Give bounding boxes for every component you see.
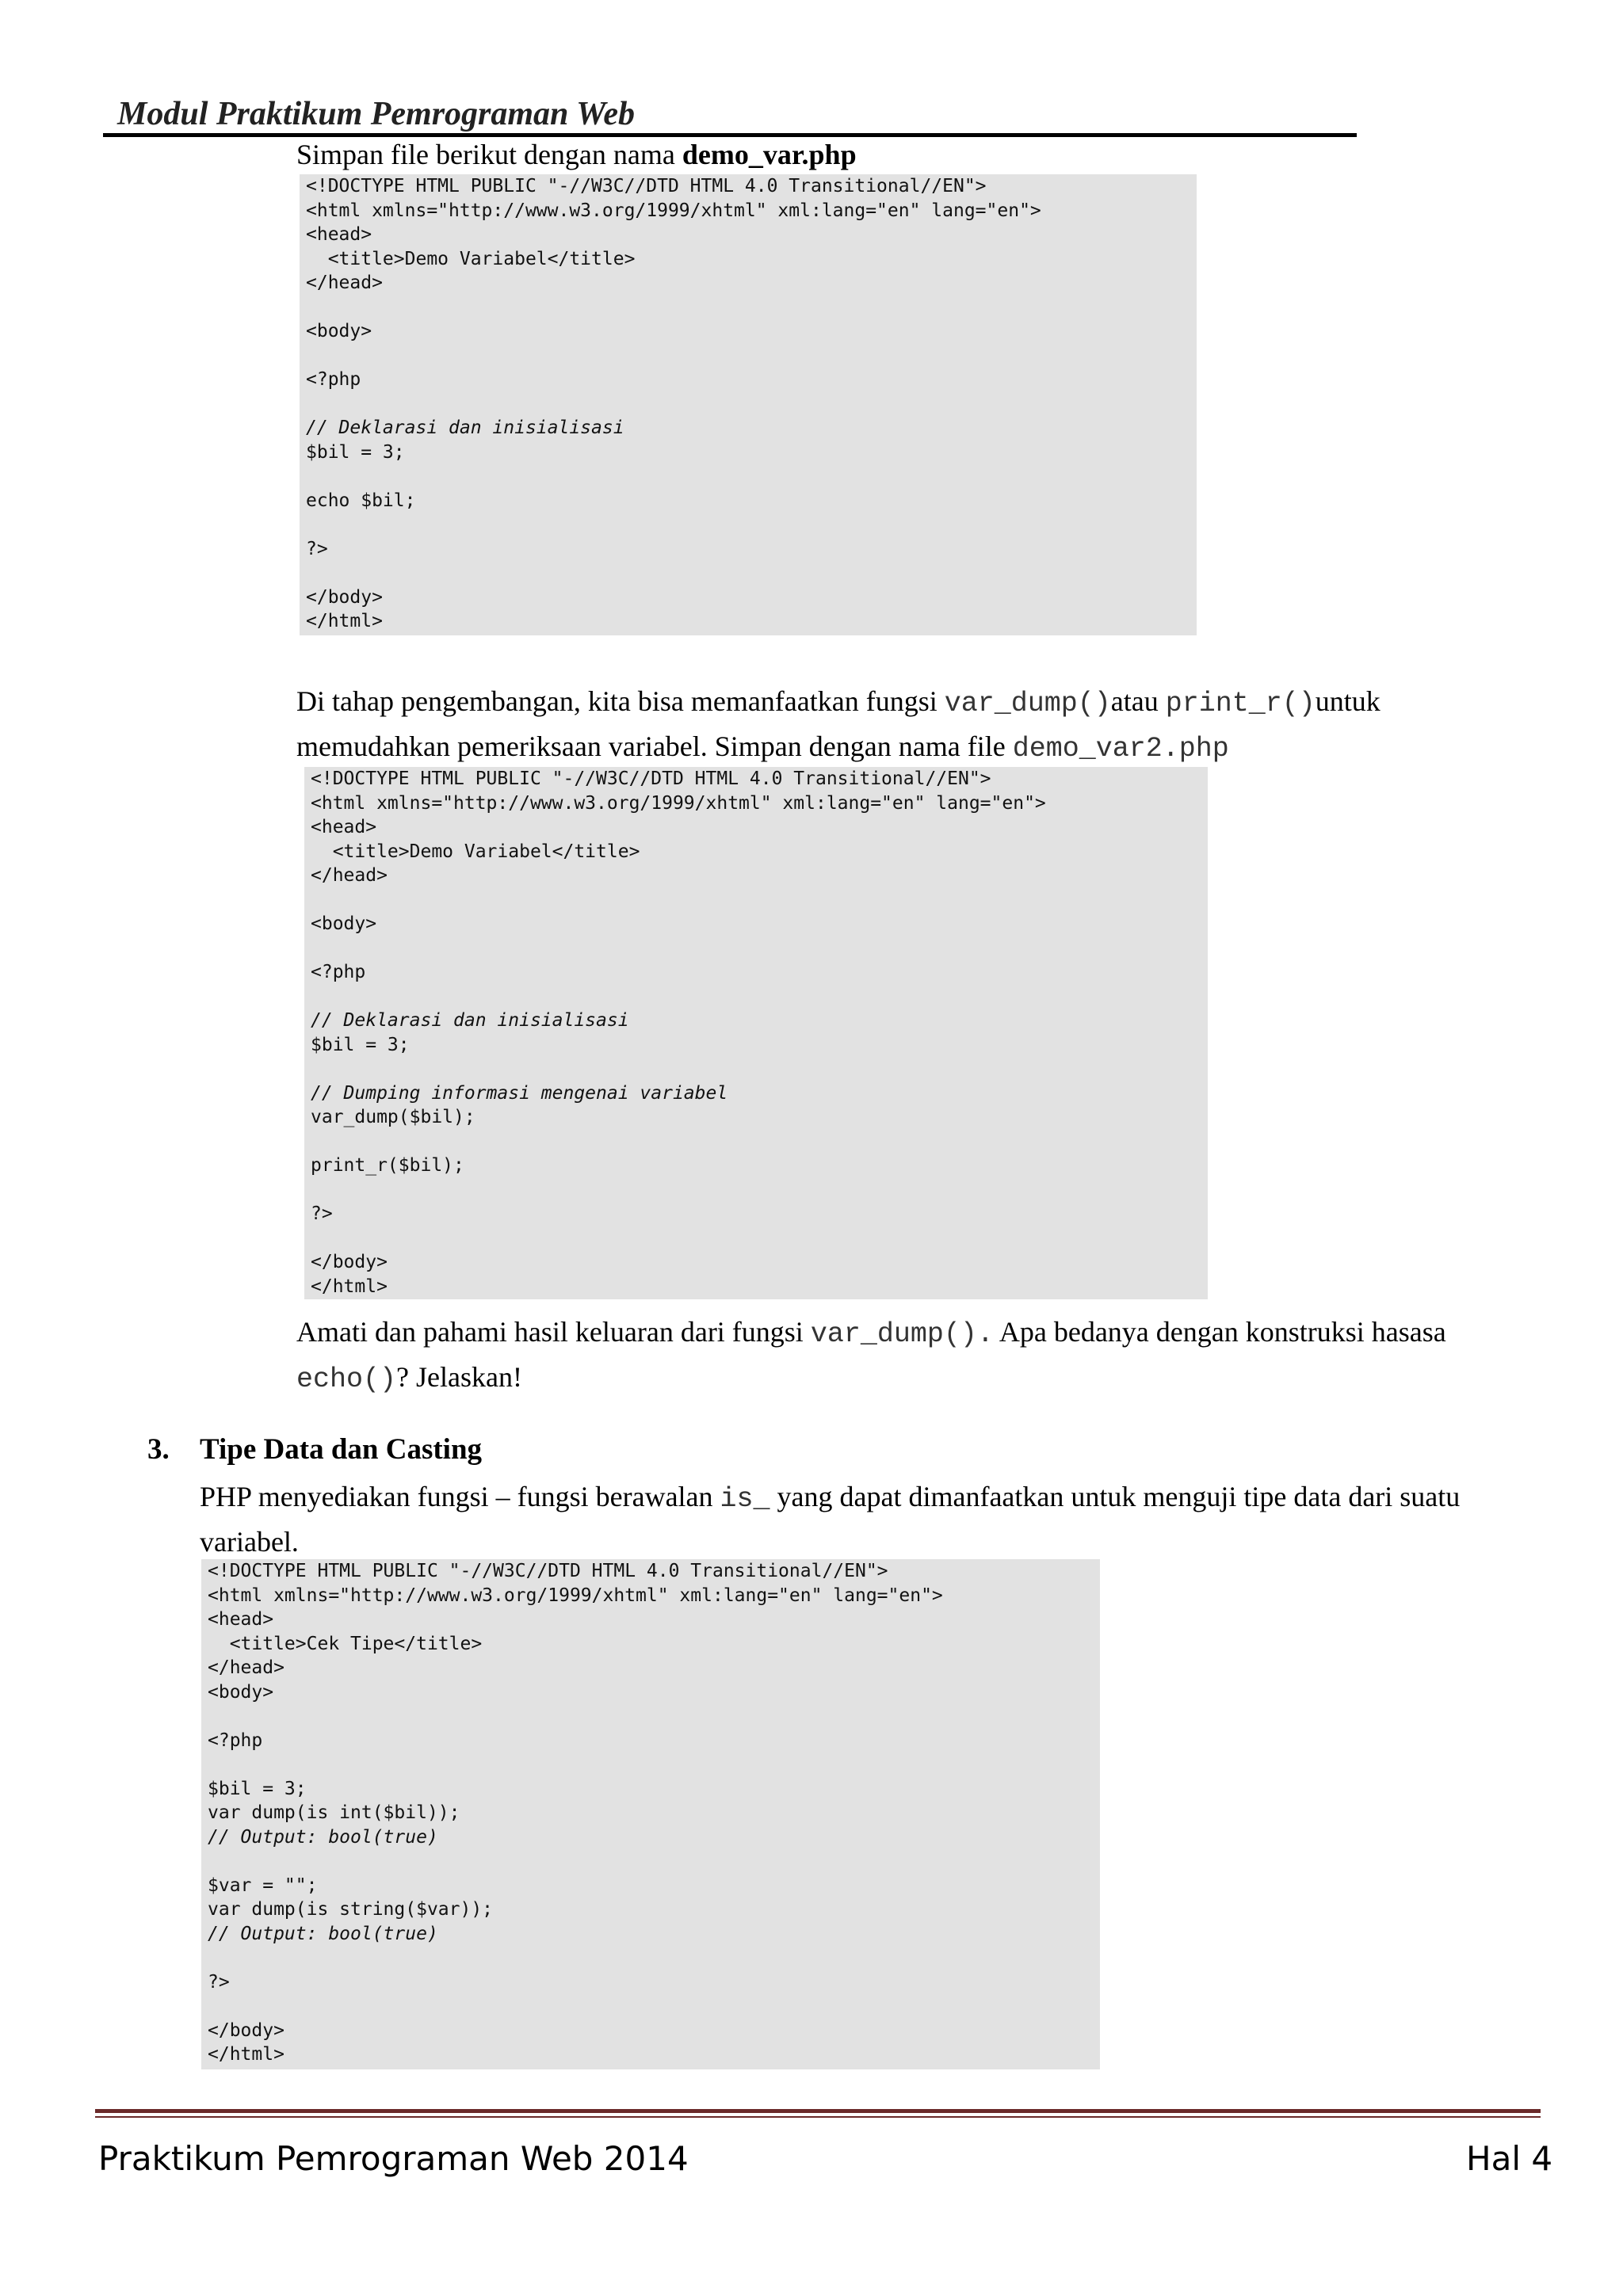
code-line: $bil = 3; (208, 1778, 307, 1799)
section-title: Tipe Data dan Casting (200, 1433, 483, 1466)
code-block-demo-var (300, 174, 1197, 635)
code-line: <head> (306, 224, 372, 245)
code-line: </html> (208, 2044, 285, 2065)
code-is-prefix: is_ (720, 1483, 770, 1515)
code-line: var dump(is int($bil)); (208, 1802, 460, 1823)
para2-text-4: memudahkan pemeriksaan variabel. Simpan dengan nama file (296, 730, 1013, 762)
intro-paragraph (296, 133, 857, 176)
code-line: $var = ""; (208, 1875, 318, 1896)
para2-text-2: atau (1110, 685, 1166, 717)
code-line (304, 936, 1208, 961)
code-block-demo-var2 (304, 767, 1208, 1299)
code-line: // Dumping informasi mengenai variabel (311, 1082, 728, 1104)
section-desc-2: yang dapat dimanfaatkan untuk menguji tipe data dari suatu (769, 1481, 1461, 1512)
code-block-cek-tipe (201, 1559, 1100, 2069)
code-line: </body> (311, 1252, 388, 1272)
code-line (304, 888, 1208, 913)
code-line (201, 1704, 1100, 1729)
code-line (300, 464, 1197, 489)
page-number: Hal 4 (1466, 2139, 1553, 2178)
section-desc-3: variabel. (200, 1526, 299, 1558)
code-line (201, 1946, 1100, 1970)
code-echo: echo() (296, 1363, 397, 1395)
code-line: </html> (311, 1276, 388, 1297)
code-line (300, 561, 1197, 585)
section-desc-1: PHP menyediakan fungsi – fungsi berawalan (200, 1481, 720, 1512)
code-line: $bil = 3; (311, 1034, 410, 1055)
code-line: </body> (306, 586, 383, 608)
code-line (201, 1753, 1100, 1777)
code-line: // Output: bool(true) (208, 1826, 438, 1848)
para3-text-2: Apa bedanya dengan konstruksi hasasa (993, 1316, 1446, 1348)
code-line: <html xmlns="http://www.w3.org/1999/xhtml" xml:lang="en" lang="en"> (311, 792, 1046, 814)
code-line: <?php (311, 962, 366, 982)
section-description (200, 1475, 1547, 1563)
intro-filename: demo_var.php (682, 139, 857, 170)
code-line (300, 513, 1197, 537)
code-line: ?> (306, 538, 328, 559)
code-line: ?> (311, 1203, 333, 1224)
code-line: var_dump($bil); (311, 1107, 475, 1127)
code-line (300, 296, 1197, 320)
code-demo-var2: demo_var2.php (1012, 733, 1229, 765)
para2-text-1: Di tahap pengembangan, kita bisa memanfaatkan fungsi (296, 685, 945, 717)
code-line: <head> (311, 817, 377, 837)
code-var-dump-question: var_dump(). (810, 1318, 994, 1350)
code-line: var dump(is string($var)); (208, 1899, 494, 1920)
code-line: <!DOCTYPE HTML PUBLIC "-//W3C//DTD HTML 4.0 Transitional//EN"> (208, 1561, 888, 1581)
paragraph-question (296, 1310, 1549, 1401)
code-line (304, 1178, 1208, 1203)
code-line: ?> (208, 1971, 230, 1993)
code-line: // Output: bool(true) (208, 1923, 438, 1944)
code-line: <html xmlns="http://www.w3.org/1999/xhtml" xml:lang="en" lang="en"> (306, 200, 1041, 221)
footer-rule (95, 2109, 1541, 2118)
code-line (304, 1057, 1208, 1081)
code-line: <head> (208, 1609, 274, 1630)
code-line: <?php (208, 1730, 263, 1751)
para3-text-3: ? Jelaskan! (396, 1361, 522, 1393)
code-line: </head> (306, 273, 383, 293)
code-line (304, 1130, 1208, 1154)
code-line: <?php (306, 369, 361, 390)
code-line: <body> (208, 1681, 274, 1703)
code-line: // Deklarasi dan inisialisasi (306, 418, 624, 438)
header-title: Modul Praktikum Pemrograman Web (117, 96, 636, 132)
paragraph-var-dump (296, 680, 1533, 770)
code-line: print_r($bil); (311, 1155, 464, 1176)
code-line: $bil = 3; (306, 441, 405, 463)
code-line (304, 1226, 1208, 1251)
code-line: <title>Demo Variabel</title> (311, 841, 640, 862)
code-line: </head> (208, 1657, 285, 1678)
code-line (300, 344, 1197, 368)
para2-text-3: untuk (1315, 685, 1381, 717)
para3-text-1: Amati dan pahami hasil keluaran dari fungsi (296, 1316, 811, 1348)
footer-title: Praktikum Pemrograman Web 2014 (98, 2139, 689, 2178)
section-number: 3. (147, 1433, 170, 1466)
code-line (300, 392, 1197, 417)
code-line: <title>Cek Tipe</title> (208, 1633, 483, 1654)
code-line: <!DOCTYPE HTML PUBLIC "-//W3C//DTD HTML 4.0 Transitional//EN"> (306, 176, 987, 196)
section-heading (147, 1432, 1257, 1472)
code-line: <html xmlns="http://www.w3.org/1999/xhtml" xml:lang="en" lang="en"> (208, 1585, 943, 1606)
code-print-r: print_r() (1165, 688, 1316, 719)
code-line: </head> (311, 865, 388, 886)
code-line: <body> (306, 321, 372, 341)
code-line: </body> (208, 2019, 285, 2041)
code-line: echo $bil; (306, 490, 416, 511)
code-line: <body> (311, 913, 377, 934)
code-var-dump: var_dump() (944, 688, 1111, 719)
code-line: // Deklarasi dan inisialisasi (311, 1010, 629, 1031)
code-line: </html> (306, 611, 383, 631)
code-line (201, 1994, 1100, 2019)
intro-text: Simpan file berikut dengan nama (296, 139, 682, 170)
code-line (304, 985, 1208, 1009)
code-line: <title>Demo Variabel</title> (306, 248, 636, 269)
code-line (201, 1849, 1100, 1874)
code-line: <!DOCTYPE HTML PUBLIC "-//W3C//DTD HTML 4.0 Transitional//EN"> (311, 769, 991, 789)
